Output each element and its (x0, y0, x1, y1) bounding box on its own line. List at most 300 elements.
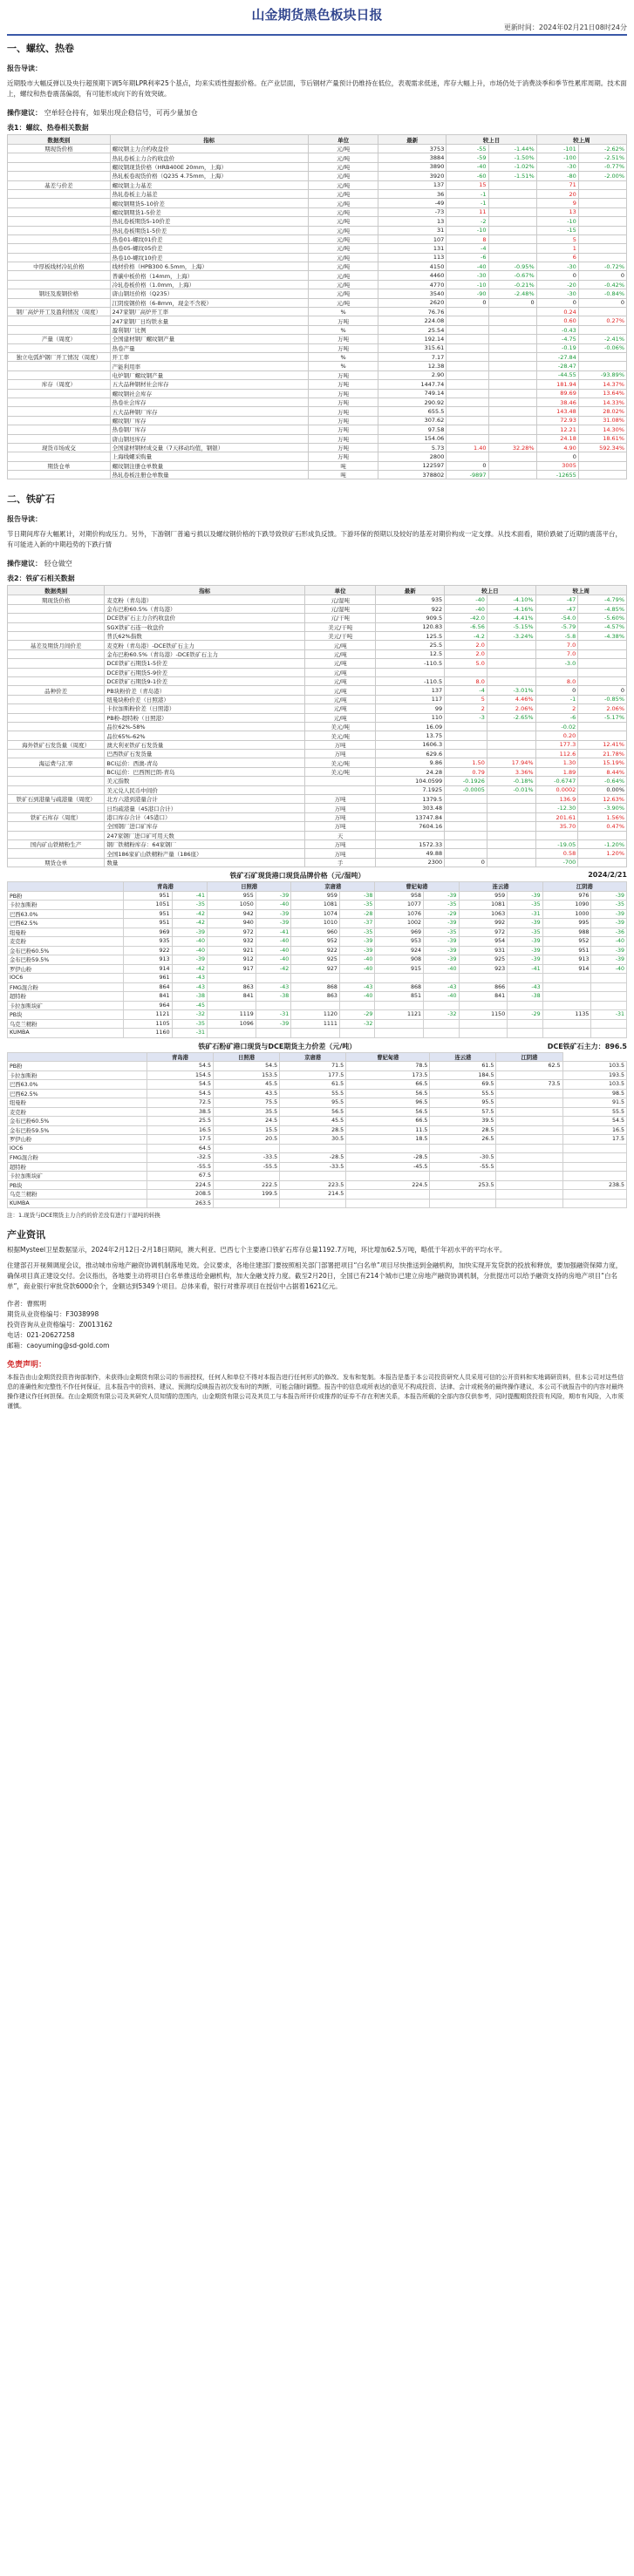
table-cell (488, 407, 536, 416)
table-cell: -1.02% (488, 162, 536, 171)
table-cell: 纽曼块粉价差（日照港） (105, 695, 305, 703)
price-cell: -39 (591, 909, 627, 919)
table-cell: 32.28% (488, 443, 536, 452)
table-row (8, 271, 627, 280)
price-cell: -38 (256, 992, 290, 1002)
price-cell: -42 (172, 909, 207, 919)
table-row (8, 704, 627, 713)
price-cell: 951 (123, 891, 172, 901)
author-block (7, 1299, 627, 1351)
table-cell: -40 (445, 604, 487, 613)
table-cell (487, 641, 535, 649)
price-cell: 951 (123, 909, 172, 919)
price-cell (496, 1135, 562, 1145)
table-cell (578, 831, 627, 839)
price-cell: KUMBA (8, 1199, 147, 1208)
table-cell: -0.19 (536, 343, 578, 352)
table-cell: 1.56% (578, 812, 627, 821)
table-cell: 0 (447, 298, 488, 307)
table-cell (445, 831, 487, 839)
table-cell: 131 (378, 244, 447, 253)
table-cell (578, 207, 626, 216)
price-row (8, 1080, 627, 1090)
table-cell: 麦克粉（青岛港）-DCE铁矿石主力 (105, 641, 305, 649)
table-row (8, 172, 627, 180)
price-cell: -40 (339, 964, 374, 974)
table-cell: 31.08% (578, 416, 626, 425)
price-cell: 卡拉加斯粉 (8, 1071, 147, 1080)
table-cell: 美元兑人民币中间价 (105, 785, 305, 794)
table-cell: -0.18% (487, 777, 535, 785)
table-row (8, 822, 627, 831)
price-cell: 224.5 (147, 1180, 213, 1190)
table-cell: 中厚板线材冷轧价格 (8, 262, 111, 271)
price-cell: 1081 (291, 901, 340, 910)
table-cell (578, 217, 626, 226)
table-cell (488, 308, 536, 316)
table-cell (447, 452, 488, 461)
price-cell: 1074 (291, 909, 340, 919)
table-cell: 20 (536, 189, 578, 198)
table-row (8, 777, 627, 785)
table-cell: 0 (536, 298, 578, 307)
price-cell: 16.5 (562, 1125, 626, 1135)
price-cell: -39 (339, 946, 374, 955)
table-cell (8, 713, 105, 722)
table-cell: 5 (445, 695, 487, 703)
table-cell (8, 234, 111, 243)
port-header: 曹妃甸港 (375, 882, 459, 892)
table-cell: 0 (535, 686, 578, 695)
table-cell: 0.24 (536, 308, 578, 316)
table-cell: 元/吨 (308, 289, 378, 298)
table-cell: 12.38 (378, 362, 447, 370)
table-cell (488, 244, 536, 253)
table-cell: -28.47 (536, 362, 578, 370)
table-cell (578, 641, 627, 649)
table-cell (8, 804, 105, 812)
table-cell: -9897 (447, 471, 488, 479)
table-cell (487, 676, 535, 685)
table-cell: 美元指数 (105, 777, 305, 785)
table-cell (445, 668, 487, 676)
table-cell (487, 795, 535, 804)
table-cell: 基差与价差 (8, 180, 111, 189)
price-cell: 953 (375, 937, 424, 947)
table-cell (376, 831, 445, 839)
table-cell (535, 668, 578, 676)
table-row (8, 189, 627, 198)
table-cell (447, 416, 488, 425)
table-cell: 247家钢厂日均铁水量 (110, 316, 308, 325)
price-cell (562, 1162, 626, 1172)
table-row (8, 785, 627, 794)
table-cell: -42.0 (445, 614, 487, 622)
table-cell: 元/吨 (305, 641, 376, 649)
table-cell: -2.62% (578, 145, 626, 153)
table-cell: 0 (578, 298, 626, 307)
price-row (8, 1125, 627, 1135)
table-cell: 期现货价格 (8, 595, 105, 604)
price-cell: -40 (172, 937, 207, 947)
table-cell: 0.27% (578, 316, 626, 325)
table-cell: 24.28 (376, 767, 445, 776)
table-cell: 美元/干吨 (305, 632, 376, 641)
table-cell: 3884 (378, 153, 447, 162)
price-cell: -40 (339, 955, 374, 965)
price-row (8, 1135, 627, 1145)
price-cell (496, 1153, 562, 1163)
price-cell: 992 (459, 919, 508, 928)
table-cell: 期货仓单 (8, 858, 105, 867)
table-cell: 万吨 (308, 343, 378, 352)
table-cell: 钢坯及废钢价格 (8, 289, 111, 298)
section1-guide: 近期股市大幅反弹以及央行超预期下调5年期LPR利率25个基点，均来实质性提振价格。在产业层面，节后钢材产量预计仍维持在低位，表观需求低迷，库存大幅上升，市场仍处于消费淡季和季节性累库周期。技术面上，螺纹和热卷震荡偏弱，有可能形成向下的有效突破。 (7, 79, 627, 98)
table-cell: 8.0 (535, 676, 578, 685)
table-cell: 1.20% (578, 849, 627, 858)
price-cell: -35 (591, 901, 627, 910)
price-cell (424, 1019, 459, 1029)
table-row (8, 722, 627, 731)
table-cell: 全国建材钢厂螺纹钢产量 (110, 335, 308, 343)
table-cell: -12655 (536, 471, 578, 479)
table-cell: 0 (536, 452, 578, 461)
table-row (8, 226, 627, 234)
table-cell: 螺纹钢主力基差 (110, 180, 308, 189)
table-cell (447, 343, 488, 352)
price-cell: 55.5 (280, 1089, 346, 1098)
table-cell (447, 325, 488, 334)
table-cell (488, 343, 536, 352)
table-cell: -49 (378, 199, 447, 207)
table-cell: 655.5 (378, 407, 447, 416)
table-cell: -100 (536, 153, 578, 162)
price-cell: -28.5 (280, 1153, 346, 1163)
table-cell: -4.10% (487, 595, 535, 604)
price-cell: 913 (123, 955, 172, 965)
table-cell (8, 362, 111, 370)
table-cell (487, 668, 535, 676)
price-cell (375, 974, 424, 983)
table-cell: -110.5 (376, 676, 445, 685)
price-cell: 91.5 (562, 1098, 626, 1108)
price-cell: -35 (172, 901, 207, 910)
email[interactable]: 邮箱：caoyuming@sd-gold.com (7, 1342, 110, 1350)
table-cell: -4.57% (578, 622, 627, 631)
table-cell: -0.01% (487, 785, 535, 794)
table-cell (487, 649, 535, 658)
price-cell: 1063 (459, 909, 508, 919)
table-cell: 13.64% (578, 389, 626, 398)
price-cell: -35 (508, 901, 542, 910)
table-cell: 元/吨 (308, 217, 378, 226)
table-cell: 万吨 (308, 407, 378, 416)
price-cell: 95.5 (280, 1098, 346, 1108)
price-cell: -39 (424, 937, 459, 947)
table-cell (8, 425, 111, 434)
table-cell (447, 398, 488, 406)
table-cell: -0.67% (488, 271, 536, 280)
price-cell (496, 1144, 562, 1153)
table-cell: 3920 (378, 172, 447, 180)
price-cell: 26.5 (430, 1135, 496, 1145)
price-cell (375, 1001, 424, 1010)
table-cell: -5.17% (578, 713, 627, 722)
table-cell (8, 750, 105, 758)
price-cell: -37 (339, 919, 374, 928)
price-cell: 103.5 (562, 1062, 626, 1071)
price-cell: 922 (123, 946, 172, 955)
table-cell: 万吨 (308, 398, 378, 406)
table-cell: 13 (536, 207, 578, 216)
table-cell: 112.6 (535, 750, 578, 758)
table-cell: 107 (378, 234, 447, 243)
price-cell: -31 (591, 1010, 627, 1020)
price-cell: 868 (375, 982, 424, 992)
table-cell: -2.48% (488, 289, 536, 298)
table-cell (445, 822, 487, 831)
table-row (8, 750, 627, 758)
table-cell (578, 253, 626, 262)
price-cell: -31 (172, 1029, 207, 1038)
table-cell: SGX铁矿石连一收盘价 (105, 622, 305, 631)
price-cell: -31 (256, 1010, 290, 1020)
price-row (8, 974, 627, 983)
table-cell (8, 416, 111, 425)
price-cell: 969 (375, 928, 424, 937)
table-cell (305, 777, 376, 785)
price-cell: 263.5 (147, 1199, 213, 1208)
table-cell: 0.58 (535, 849, 578, 858)
price-cell: 15.5 (214, 1125, 280, 1135)
table-cell (578, 352, 626, 361)
price-cell: 976 (542, 891, 591, 901)
table-row (8, 641, 627, 649)
section2-guide-label: 报告导读： (7, 515, 42, 524)
table-cell (8, 370, 111, 379)
table-cell: 224.08 (378, 316, 447, 325)
table-cell: 13.75 (376, 731, 445, 740)
table-cell: -3.01% (487, 686, 535, 695)
table-row (8, 325, 627, 334)
price-cell: 61.5 (280, 1080, 346, 1090)
price-cell: 925 (291, 955, 340, 965)
table-cell: 钢厂铁精粉库存：64家钢厂 (105, 840, 305, 849)
section2-title: 二、铁矿石 (7, 493, 55, 506)
price-cell (542, 974, 591, 983)
table-cell: 元/吨 (308, 226, 378, 234)
price-cell: 巴西62.5% (8, 919, 124, 928)
price-cell: -39 (339, 937, 374, 947)
price-cell (291, 974, 340, 983)
price-cell (542, 1019, 591, 1029)
table-cell: 热轧卷板主力合约收盘价 (110, 153, 308, 162)
price-cell: 193.5 (562, 1071, 626, 1080)
table-cell: -2.65% (487, 713, 535, 722)
section1-advice-label: 操作建议： 空单轻仓持有，如果出现企稳信号，可再少量加仓 (7, 109, 198, 117)
table-cell: 普碳中板价格（14mm，上海） (110, 271, 308, 280)
table-cell: -47 (535, 604, 578, 613)
table-cell: 港口库存合计（45港口） (105, 812, 305, 821)
table-cell (447, 380, 488, 389)
price-cell (591, 1001, 627, 1010)
price-cell (208, 1029, 256, 1038)
price-row (8, 1010, 627, 1020)
table-cell: 美元/吨 (305, 722, 376, 731)
table-cell: -0.02 (535, 722, 578, 731)
table-cell: -101 (536, 145, 578, 153)
price-cell (591, 1029, 627, 1038)
table-cell (445, 804, 487, 812)
price-cell: 73.5 (496, 1080, 562, 1090)
table-cell: -40 (445, 595, 487, 604)
table-cell: 金布巴粉60.5%（青岛港）-DCE铁矿石主力 (105, 649, 305, 658)
table-cell: 11 (447, 207, 488, 216)
table-cell (488, 325, 536, 334)
price-cell (542, 1001, 591, 1010)
table-cell (445, 812, 487, 821)
table-cell: 万吨 (308, 380, 378, 389)
table-row (8, 622, 627, 631)
table-cell: -60 (447, 172, 488, 180)
table-row (8, 604, 627, 613)
price-cell: 69.5 (430, 1080, 496, 1090)
table-cell: 线材价格（HPB300 6.5mm，上海） (110, 262, 308, 271)
price-cell: 214.5 (280, 1190, 346, 1200)
price-cell: PB粉 (8, 1062, 147, 1071)
table-row (8, 335, 627, 343)
price-cell: 乌克兰精粉 (8, 1019, 124, 1029)
price-cell: 38.5 (147, 1107, 213, 1117)
table-cell: 36 (378, 189, 447, 198)
price-cell: 卡拉加斯块矿 (8, 1172, 147, 1181)
price-cell: 972 (459, 928, 508, 937)
table-cell: 盈利钢厂比例 (110, 325, 308, 334)
table-cell: 元/吨 (308, 234, 378, 243)
table-cell: -4.41% (487, 614, 535, 622)
table-cell: 592.34% (578, 443, 626, 452)
price-row (8, 919, 627, 928)
price-cell (496, 1199, 562, 1208)
price-cell: 1121 (123, 1010, 172, 1020)
section2-guide: 节日期间库存大幅累计，对期价构成压力。另外，下游钢厂普遍亏损以及螺纹钢价格的下跌导致铁矿石形成负反馈。下游环保的预期以及较好的基差对期价构成一定支撑。从技术面看，期价跌破了近期的震荡平台，有可能进入新的中期趋势的下跌行情 (7, 530, 622, 549)
section1-guide-label: 报告导读： (7, 65, 42, 72)
table-cell: 1572.33 (376, 840, 445, 849)
price-cell: 30.5 (280, 1135, 346, 1145)
table-cell: 12.21 (536, 425, 578, 434)
table-cell: 0 (536, 271, 578, 280)
price-cell: 巴西63.0% (8, 1080, 147, 1090)
table-cell (488, 253, 536, 262)
price-cell: 1000 (542, 909, 591, 919)
price-cell: 39.5 (430, 1117, 496, 1126)
price-cell: 45.5 (214, 1080, 280, 1090)
price-cell (459, 974, 508, 983)
price-row (8, 1144, 627, 1153)
table-cell: 万吨 (305, 740, 376, 749)
table-cell: 935 (376, 595, 445, 604)
table-row (8, 180, 627, 189)
table-cell (578, 199, 626, 207)
table-cell: 5.0 (445, 659, 487, 668)
price-cell: -40 (591, 937, 627, 947)
table-cell (8, 398, 111, 406)
price-cell: 71.5 (280, 1062, 346, 1071)
table-cell (8, 622, 105, 631)
price-cell: 959 (459, 891, 508, 901)
price-cell: 54.5 (147, 1089, 213, 1098)
table-cell (447, 362, 488, 370)
price-cell (591, 974, 627, 983)
table-cell (487, 659, 535, 668)
table-cell: 7.1925 (376, 785, 445, 794)
table-cell: 76.76 (378, 308, 447, 316)
table-cell: 热卷社会库存 (110, 398, 308, 406)
table-cell: 2.0 (445, 641, 487, 649)
table2-caption: 表2：铁矿石相关数据 (7, 574, 75, 583)
table-cell: 热卷钢厂库存 (110, 425, 308, 434)
table-cell: -5.79 (535, 622, 578, 631)
price-cell (208, 1001, 256, 1010)
table-row (8, 668, 627, 676)
price-row (8, 1107, 627, 1117)
table-cell (488, 389, 536, 398)
table-cell (488, 452, 536, 461)
table-cell: 吨 (308, 461, 378, 470)
price-cell: 35.5 (214, 1107, 280, 1117)
price-cell (256, 1001, 290, 1010)
table-cell: % (308, 325, 378, 334)
price-row (8, 982, 627, 992)
port-header: 青岛港 (147, 1052, 213, 1062)
table-cell (578, 649, 627, 658)
table-cell: 万吨 (305, 750, 376, 758)
table-cell: 125.5 (376, 632, 445, 641)
price-cell: -32 (424, 1010, 459, 1020)
price-row (8, 1029, 627, 1038)
table-cell: -5.8 (535, 632, 578, 641)
price-cell: -40 (256, 901, 290, 910)
table-cell: 美元/干吨 (305, 622, 376, 631)
price-cell: -39 (424, 946, 459, 955)
price-cell: -33.5 (280, 1162, 346, 1172)
table-cell: -0.21% (488, 280, 536, 289)
column-header: 数据类别 (8, 135, 111, 145)
table-cell: 110 (376, 713, 445, 722)
table-cell: -2.41% (578, 335, 626, 343)
table-cell (447, 308, 488, 316)
price-cell: -39 (508, 937, 542, 947)
table-cell: 元/干吨 (305, 614, 376, 622)
table-cell: 麦克粉（青岛港） (105, 595, 305, 604)
table-cell (8, 785, 105, 794)
table-cell: 冷轧卷板价格（1.0mm，上海） (110, 280, 308, 289)
price-cell: 1090 (542, 901, 591, 910)
table-header-row (8, 135, 627, 145)
price-cell: 942 (208, 909, 256, 919)
price-table-title: 铁矿石矿现货港口现货品牌价格（元/湿吨） 2024/2/21 (229, 871, 627, 880)
price-cell (496, 1172, 562, 1181)
table-cell (445, 750, 487, 758)
price-cell: 866 (459, 982, 508, 992)
price-cell: 841 (459, 992, 508, 1002)
table-cell: 螺纹钢厂库存 (110, 416, 308, 425)
table-cell (487, 849, 535, 858)
table-cell (447, 352, 488, 361)
table-cell (8, 831, 105, 839)
table-cell (488, 398, 536, 406)
table-cell: 3890 (378, 162, 447, 171)
